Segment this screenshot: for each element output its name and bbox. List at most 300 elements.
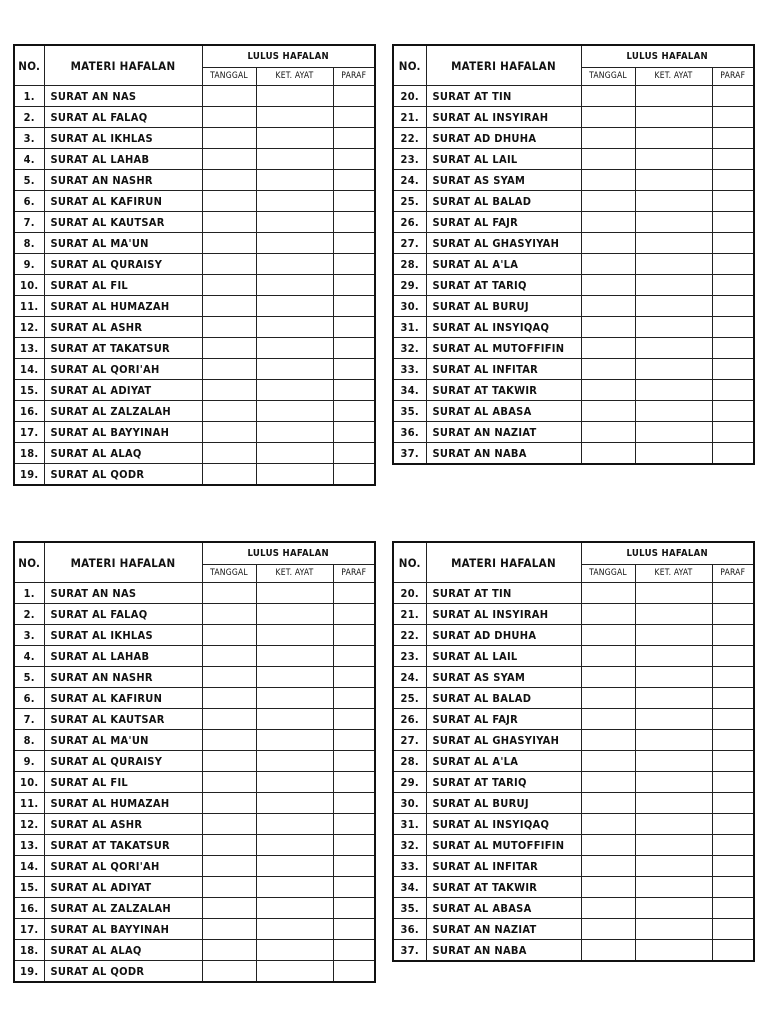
paraf-cell [712, 793, 754, 814]
tanggal-cell [581, 380, 635, 401]
ket-ayat-cell [256, 275, 333, 296]
table-row [393, 772, 754, 793]
surat-name: SURAT AL QURAISY [44, 254, 202, 275]
ket-ayat-cell [635, 443, 712, 465]
surat-name: SURAT AL MA'UN [44, 730, 202, 751]
table-row [393, 359, 754, 380]
surat-name: SURAT AT TAKWIR [426, 380, 581, 401]
ket-ayat-cell [635, 898, 712, 919]
ket-ayat-cell [635, 940, 712, 962]
table-row [393, 107, 754, 128]
row-number: 12. [14, 317, 44, 338]
table-row [14, 625, 375, 646]
surat-name: SURAT AL FAJR [426, 212, 581, 233]
ket-ayat-cell [256, 709, 333, 730]
ket-ayat-cell [256, 464, 333, 486]
row-number: 5. [14, 667, 44, 688]
ket-ayat-cell [256, 422, 333, 443]
surat-name: SURAT AL ADIYAT [44, 877, 202, 898]
col-header-paraf: PARAF [333, 564, 375, 582]
tanggal-cell [581, 275, 635, 296]
row-number: 1. [14, 583, 44, 604]
surat-name: SURAT AL QODR [44, 464, 202, 486]
ket-ayat-cell [256, 898, 333, 919]
col-header-paraf: PARAF [712, 564, 754, 582]
paraf-cell [333, 212, 375, 233]
paraf-cell [333, 898, 375, 919]
row-number: 21. [393, 604, 426, 625]
table-row [393, 149, 754, 170]
ket-ayat-cell [635, 254, 712, 275]
row-number: 22. [393, 128, 426, 149]
paraf-cell [333, 380, 375, 401]
tanggal-cell [581, 730, 635, 751]
row-number: 13. [14, 338, 44, 359]
table-row [14, 254, 375, 275]
table-row [14, 730, 375, 751]
paraf-cell [333, 583, 375, 604]
paraf-cell [712, 170, 754, 191]
surat-name: SURAT AT TAKWIR [426, 877, 581, 898]
ket-ayat-cell [256, 583, 333, 604]
ket-ayat-cell [256, 338, 333, 359]
row-number: 34. [393, 877, 426, 898]
ket-ayat-cell [635, 730, 712, 751]
tanggal-cell [581, 359, 635, 380]
tanggal-cell [581, 877, 635, 898]
ket-ayat-cell [635, 401, 712, 422]
paraf-cell [712, 191, 754, 212]
tanggal-cell [581, 814, 635, 835]
ket-ayat-cell [635, 317, 712, 338]
tanggal-cell [581, 254, 635, 275]
tanggal-cell [581, 422, 635, 443]
surat-name: SURAT AL FIL [44, 772, 202, 793]
ket-ayat-cell [256, 688, 333, 709]
surat-name: SURAT AS SYAM [426, 170, 581, 191]
tanggal-cell [202, 856, 256, 877]
tanggal-cell [202, 877, 256, 898]
table-row [14, 149, 375, 170]
table-row [393, 86, 754, 107]
col-header-no: NO. [14, 542, 44, 583]
ket-ayat-cell [635, 338, 712, 359]
paraf-cell [712, 751, 754, 772]
ket-ayat-cell [256, 793, 333, 814]
surat-name: SURAT AL BAYYINAH [44, 422, 202, 443]
tanggal-cell [202, 107, 256, 128]
table-row [14, 940, 375, 961]
tanggal-cell [581, 604, 635, 625]
hafalan-table-top-left [13, 44, 376, 486]
paraf-cell [333, 275, 375, 296]
surat-name: SURAT AN NAS [44, 86, 202, 107]
row-number: 11. [14, 296, 44, 317]
paraf-cell [712, 338, 754, 359]
row-number: 2. [14, 604, 44, 625]
ket-ayat-cell [256, 296, 333, 317]
surat-name: SURAT AL KAUTSAR [44, 709, 202, 730]
tanggal-cell [202, 191, 256, 212]
table-row [14, 128, 375, 149]
col-header-materi: MATERI HAFALAN [426, 542, 581, 583]
ket-ayat-cell [635, 667, 712, 688]
tanggal-cell [581, 191, 635, 212]
ket-ayat-cell [635, 856, 712, 877]
surat-name: SURAT AL ALAQ [44, 443, 202, 464]
row-number: 13. [14, 835, 44, 856]
row-number: 29. [393, 772, 426, 793]
row-number: 20. [393, 86, 426, 107]
paraf-cell [712, 443, 754, 465]
row-number: 36. [393, 422, 426, 443]
table-row [393, 317, 754, 338]
tanggal-cell [581, 443, 635, 465]
row-number: 19. [14, 961, 44, 983]
surat-name: SURAT AT TIN [426, 86, 581, 107]
surat-name: SURAT AL LAIL [426, 646, 581, 667]
ket-ayat-cell [635, 296, 712, 317]
ket-ayat-cell [256, 401, 333, 422]
row-number: 8. [14, 233, 44, 254]
paraf-cell [712, 604, 754, 625]
paraf-cell [333, 877, 375, 898]
table-row [393, 296, 754, 317]
table-row [393, 443, 754, 465]
surat-name: SURAT AN NAS [44, 583, 202, 604]
paraf-cell [712, 149, 754, 170]
ket-ayat-cell [256, 380, 333, 401]
tanggal-cell [202, 275, 256, 296]
paraf-cell [712, 940, 754, 962]
row-number: 25. [393, 191, 426, 212]
row-number: 36. [393, 919, 426, 940]
row-number: 32. [393, 338, 426, 359]
hafalan-table-top-right [392, 44, 755, 465]
paraf-cell [712, 688, 754, 709]
paraf-cell [712, 814, 754, 835]
ket-ayat-cell [256, 877, 333, 898]
row-number: 4. [14, 646, 44, 667]
ket-ayat-cell [256, 254, 333, 275]
tanggal-cell [202, 751, 256, 772]
ket-ayat-cell [256, 835, 333, 856]
row-number: 31. [393, 814, 426, 835]
row-number: 37. [393, 443, 426, 465]
surat-name: SURAT AL ASHR [44, 814, 202, 835]
table-row [14, 170, 375, 191]
table-row [14, 359, 375, 380]
table-row [393, 212, 754, 233]
paraf-cell [333, 422, 375, 443]
tanggal-cell [581, 667, 635, 688]
ket-ayat-cell [256, 128, 333, 149]
tanggal-cell [202, 338, 256, 359]
row-number: 30. [393, 793, 426, 814]
table-row [14, 919, 375, 940]
row-number: 17. [14, 919, 44, 940]
surat-name: SURAT AL INSYIRAH [426, 604, 581, 625]
tanggal-cell [202, 86, 256, 107]
paraf-cell [712, 275, 754, 296]
surat-name: SURAT AL KAUTSAR [44, 212, 202, 233]
ket-ayat-cell [256, 961, 333, 983]
paraf-cell [333, 359, 375, 380]
ket-ayat-cell [256, 107, 333, 128]
ket-ayat-cell [635, 359, 712, 380]
tanggal-cell [202, 583, 256, 604]
col-header-materi: MATERI HAFALAN [426, 45, 581, 86]
table-row [14, 380, 375, 401]
tanggal-cell [581, 107, 635, 128]
col-header-lulus-hafalan: LULUS HAFALAN [202, 542, 375, 564]
row-number: 25. [393, 688, 426, 709]
tanggal-cell [202, 793, 256, 814]
surat-name: SURAT AL LAHAB [44, 149, 202, 170]
table-row [393, 583, 754, 604]
tanggal-cell [581, 919, 635, 940]
surat-name: SURAT AT TARIQ [426, 772, 581, 793]
tanggal-cell [581, 170, 635, 191]
row-number: 12. [14, 814, 44, 835]
surat-name: SURAT AL BURUJ [426, 296, 581, 317]
surat-name: SURAT AL BALAD [426, 688, 581, 709]
tanggal-cell [581, 940, 635, 962]
ket-ayat-cell [635, 380, 712, 401]
paraf-cell [333, 191, 375, 212]
surat-name: SURAT AN NABA [426, 940, 581, 962]
surat-name: SURAT AL ZALZALAH [44, 401, 202, 422]
paraf-cell [333, 814, 375, 835]
ket-ayat-cell [635, 170, 712, 191]
tanggal-cell [202, 772, 256, 793]
surat-name: SURAT AN NASHR [44, 170, 202, 191]
paraf-cell [333, 86, 375, 107]
tanggal-cell [581, 688, 635, 709]
paraf-cell [712, 401, 754, 422]
ket-ayat-cell [635, 877, 712, 898]
tanggal-cell [202, 730, 256, 751]
tanggal-cell [581, 338, 635, 359]
tanggal-cell [202, 814, 256, 835]
row-number: 34. [393, 380, 426, 401]
table-row [14, 191, 375, 212]
table-row [393, 625, 754, 646]
ket-ayat-cell [635, 604, 712, 625]
paraf-cell [712, 380, 754, 401]
surat-name: SURAT AL MUTOFFIFIN [426, 338, 581, 359]
paraf-cell [333, 688, 375, 709]
row-number: 20. [393, 583, 426, 604]
row-number: 18. [14, 940, 44, 961]
row-number: 9. [14, 254, 44, 275]
tanggal-cell [581, 751, 635, 772]
surat-name: SURAT AL BURUJ [426, 793, 581, 814]
tanggal-cell [202, 940, 256, 961]
paraf-cell [333, 940, 375, 961]
row-number: 28. [393, 254, 426, 275]
table-row [14, 233, 375, 254]
paraf-cell [712, 359, 754, 380]
surat-name: SURAT AL KAFIRUN [44, 191, 202, 212]
ket-ayat-cell [256, 443, 333, 464]
ket-ayat-cell [635, 275, 712, 296]
paraf-cell [712, 646, 754, 667]
col-header-tanggal: TANGGAL [581, 67, 635, 85]
surat-name: SURAT AT TAKATSUR [44, 835, 202, 856]
table-row [14, 793, 375, 814]
tanggal-cell [202, 919, 256, 940]
table-row [14, 275, 375, 296]
surat-name: SURAT AL INFITAR [426, 856, 581, 877]
ket-ayat-cell [635, 709, 712, 730]
paraf-cell [712, 254, 754, 275]
paraf-cell [712, 835, 754, 856]
row-number: 14. [14, 856, 44, 877]
table-row [393, 380, 754, 401]
table-row [14, 898, 375, 919]
paraf-cell [333, 625, 375, 646]
ket-ayat-cell [635, 149, 712, 170]
table-row [393, 170, 754, 191]
table-row [393, 919, 754, 940]
table-row [14, 401, 375, 422]
ket-ayat-cell [256, 212, 333, 233]
ket-ayat-cell [256, 359, 333, 380]
row-number: 37. [393, 940, 426, 962]
table-row [393, 275, 754, 296]
tanggal-cell [581, 856, 635, 877]
surat-name: SURAT AL MA'UN [44, 233, 202, 254]
row-number: 27. [393, 233, 426, 254]
tanggal-cell [581, 583, 635, 604]
surat-name: SURAT AL LAHAB [44, 646, 202, 667]
paraf-cell [333, 107, 375, 128]
row-number: 27. [393, 730, 426, 751]
ket-ayat-cell [256, 919, 333, 940]
hafalan-table-bottom-left [13, 541, 376, 983]
ket-ayat-cell [635, 814, 712, 835]
ket-ayat-cell [256, 646, 333, 667]
col-header-ket-ayat: KET. AYAT [635, 564, 712, 582]
paraf-cell [712, 877, 754, 898]
surat-name: SURAT AN NAZIAT [426, 422, 581, 443]
row-number: 16. [14, 401, 44, 422]
tanggal-cell [202, 709, 256, 730]
col-header-lulus-hafalan: LULUS HAFALAN [202, 45, 375, 67]
row-number: 14. [14, 359, 44, 380]
surat-name: SURAT AL FIL [44, 275, 202, 296]
tanggal-cell [202, 422, 256, 443]
row-number: 4. [14, 149, 44, 170]
surat-name: SURAT AT TIN [426, 583, 581, 604]
table-row [14, 296, 375, 317]
surat-name: SURAT AT TAKATSUR [44, 338, 202, 359]
surat-name: SURAT AL ABASA [426, 401, 581, 422]
paraf-cell [333, 338, 375, 359]
table-row [14, 667, 375, 688]
table-row [393, 604, 754, 625]
surat-name: SURAT AT TARIQ [426, 275, 581, 296]
surat-name: SURAT AN NASHR [44, 667, 202, 688]
ket-ayat-cell [635, 191, 712, 212]
row-number: 16. [14, 898, 44, 919]
row-number: 15. [14, 380, 44, 401]
tanggal-cell [581, 233, 635, 254]
paraf-cell [712, 730, 754, 751]
surat-name: SURAT AL A'LA [426, 751, 581, 772]
table-row [14, 709, 375, 730]
table-row [393, 877, 754, 898]
col-header-materi: MATERI HAFALAN [44, 45, 202, 86]
ket-ayat-cell [256, 233, 333, 254]
paraf-cell [712, 422, 754, 443]
ket-ayat-cell [635, 835, 712, 856]
ket-ayat-cell [635, 751, 712, 772]
tanggal-cell [202, 625, 256, 646]
surat-name: SURAT AL MUTOFFIFIN [426, 835, 581, 856]
row-number: 30. [393, 296, 426, 317]
row-number: 23. [393, 646, 426, 667]
tanggal-cell [202, 128, 256, 149]
paraf-cell [333, 464, 375, 486]
row-number: 19. [14, 464, 44, 486]
table-row [393, 422, 754, 443]
ket-ayat-cell [256, 667, 333, 688]
ket-ayat-cell [256, 170, 333, 191]
col-header-tanggal: TANGGAL [202, 564, 256, 582]
ket-ayat-cell [256, 814, 333, 835]
col-header-no: NO. [393, 45, 426, 86]
row-number: 7. [14, 212, 44, 233]
row-number: 29. [393, 275, 426, 296]
surat-name: SURAT AL INFITAR [426, 359, 581, 380]
paraf-cell [333, 401, 375, 422]
row-number: 31. [393, 317, 426, 338]
row-number: 15. [14, 877, 44, 898]
ket-ayat-cell [635, 233, 712, 254]
row-number: 3. [14, 128, 44, 149]
tanggal-cell [202, 667, 256, 688]
row-number: 10. [14, 772, 44, 793]
paraf-cell [333, 604, 375, 625]
row-number: 7. [14, 709, 44, 730]
ket-ayat-cell [256, 86, 333, 107]
paraf-cell [712, 107, 754, 128]
table-row [14, 422, 375, 443]
surat-name: SURAT AL QORI'AH [44, 359, 202, 380]
table-row [393, 254, 754, 275]
table-row [14, 604, 375, 625]
tanggal-cell [581, 86, 635, 107]
tanggal-cell [202, 233, 256, 254]
row-number: 26. [393, 212, 426, 233]
tanggal-cell [202, 296, 256, 317]
tanggal-cell [581, 898, 635, 919]
tanggal-cell [202, 443, 256, 464]
table-row [14, 856, 375, 877]
row-number: 32. [393, 835, 426, 856]
surat-name: SURAT AN NAZIAT [426, 919, 581, 940]
col-header-lulus-hafalan: LULUS HAFALAN [581, 45, 754, 67]
table-row [393, 730, 754, 751]
row-number: 24. [393, 667, 426, 688]
table-row [14, 688, 375, 709]
surat-name: SURAT AL IKHLAS [44, 625, 202, 646]
table-row [393, 688, 754, 709]
tanggal-cell [581, 149, 635, 170]
tanggal-cell [202, 170, 256, 191]
